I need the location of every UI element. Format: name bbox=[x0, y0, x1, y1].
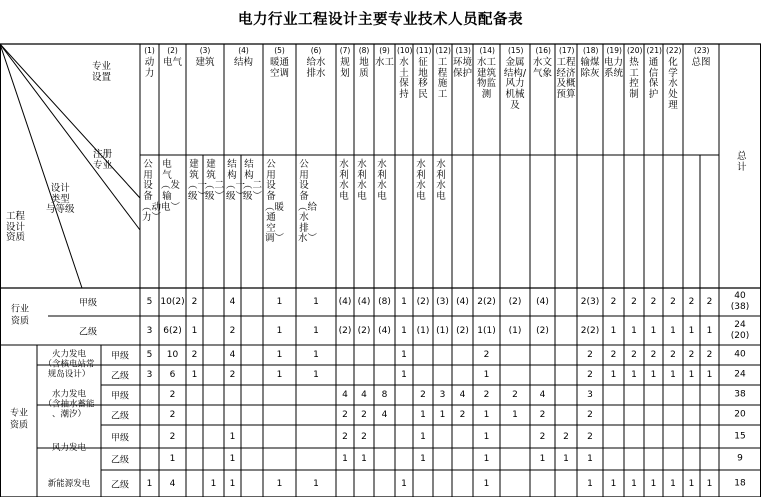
table-cell: 2 bbox=[688, 350, 695, 360]
table-cell: 1 bbox=[539, 454, 546, 464]
table-cell: (4) bbox=[338, 297, 352, 307]
total-header-label: 总计 bbox=[737, 151, 747, 173]
table-cell: 1 bbox=[650, 478, 657, 489]
table-cell: 1 bbox=[401, 297, 407, 307]
table-cell: 1 bbox=[610, 325, 617, 336]
table-cell: 2 bbox=[483, 350, 490, 360]
table-cell: 1 bbox=[439, 410, 446, 420]
table-cell: 1 bbox=[420, 454, 426, 464]
table-cell: 1 bbox=[706, 370, 713, 380]
table-cell: 1 bbox=[631, 370, 637, 380]
row-total: 24 (20) bbox=[730, 319, 750, 341]
table-cell: 1 bbox=[313, 370, 319, 380]
specialty-number: (11) bbox=[416, 46, 432, 55]
row-total: 20 bbox=[734, 409, 746, 420]
table-cell: 1 bbox=[483, 454, 490, 464]
table-cell: 2 bbox=[650, 350, 657, 360]
table-cell: 1 bbox=[191, 370, 198, 380]
specialty-name: 结构 bbox=[233, 57, 253, 68]
special-qualification-label: 专业 资质 bbox=[9, 408, 29, 430]
table-cell: 1 bbox=[670, 325, 676, 336]
table-cell: 1 bbox=[688, 325, 695, 336]
row-total: 15 bbox=[734, 430, 746, 441]
table-cell: 3 bbox=[587, 390, 593, 400]
table-cell: 1 bbox=[146, 478, 153, 489]
table-cell: (2) bbox=[536, 325, 549, 336]
specialty-number: (21) bbox=[646, 46, 662, 55]
table-cell: 1 bbox=[169, 454, 176, 464]
table-cell: 1 bbox=[361, 454, 367, 464]
table-cell: 1 bbox=[688, 370, 695, 380]
registered-specialty: 水利水电 bbox=[357, 159, 367, 202]
table-cell: 1 bbox=[229, 431, 236, 442]
specialty-name: 暖通空调 bbox=[269, 57, 289, 79]
specialty-number: (6) bbox=[310, 46, 322, 55]
specialty-name: 环境保护 bbox=[453, 57, 473, 79]
table-cell: 1 bbox=[631, 478, 637, 489]
table-cell: 1 bbox=[483, 370, 490, 380]
table-cell: 4 bbox=[459, 390, 466, 400]
table-cell: 1 bbox=[313, 325, 319, 336]
table-cell: 2 bbox=[512, 390, 518, 400]
table-cell: 1 bbox=[191, 325, 198, 336]
specialty-number: (7) bbox=[339, 46, 351, 55]
table-cell: 2 bbox=[229, 325, 236, 336]
specialty-number: (4) bbox=[238, 46, 249, 55]
registered-specialty: 电气︵发输电︶ bbox=[161, 159, 181, 213]
specialty-name: 水工建筑物监测 bbox=[476, 57, 496, 100]
table-cell: 1 bbox=[313, 297, 319, 307]
table-cell: 2 bbox=[169, 390, 176, 400]
table-cell: 3 bbox=[439, 390, 446, 400]
table-cell: 2 bbox=[650, 297, 657, 307]
grade-label: 乙级 bbox=[110, 411, 130, 422]
table-cell: 10(2) bbox=[160, 297, 185, 307]
specialty-name: 水土保持 bbox=[399, 57, 409, 100]
table-cell: 2 bbox=[342, 431, 348, 442]
specialty-name: 总图 bbox=[691, 57, 711, 68]
table-cell: 10 bbox=[166, 350, 179, 360]
table-cell: 2(3) bbox=[580, 297, 600, 307]
table-cell: 1 bbox=[276, 370, 283, 380]
row-total: 38 bbox=[734, 389, 746, 400]
table-cell: 8 bbox=[381, 390, 388, 400]
corner-specialty-label: 专业 设置 bbox=[92, 61, 112, 83]
specialty-name: 征地移民 bbox=[418, 57, 428, 100]
table-cell: 2 bbox=[563, 431, 569, 442]
specialty-name: 规划 bbox=[340, 57, 350, 79]
specialty-number: (16) bbox=[535, 46, 551, 55]
row-total: 40 bbox=[734, 349, 746, 360]
table-cell: 2 bbox=[459, 410, 466, 420]
table-cell: 2 bbox=[169, 410, 176, 420]
sub-type-label: 新能源发电 bbox=[47, 478, 91, 489]
grade-label: 甲级 bbox=[110, 433, 130, 443]
specialty-number: (14) bbox=[479, 46, 495, 55]
specialty-name: 化学水处理 bbox=[668, 57, 678, 111]
specialty-name: 水文气象 bbox=[532, 57, 552, 79]
table-cell: (2) bbox=[456, 325, 469, 336]
grade-label: 甲级 bbox=[78, 298, 98, 309]
specialty-name: 动力 bbox=[144, 57, 155, 79]
specialty-name: 给水排水 bbox=[306, 57, 326, 79]
table-cell: 1 bbox=[276, 297, 283, 307]
table-cell: 2 bbox=[631, 297, 637, 307]
specialty-number: (13) bbox=[455, 46, 471, 55]
table-cell: 1 bbox=[670, 370, 676, 380]
specialty-number: (18) bbox=[583, 46, 599, 55]
sub-type-label: 火力发电 （含核电站常 规岛设计） bbox=[43, 349, 95, 381]
specialty-number: (3) bbox=[199, 46, 211, 55]
row-total: 40 (38) bbox=[730, 290, 750, 312]
table-cell: (2) bbox=[508, 297, 522, 307]
table-cell: 1 bbox=[276, 325, 283, 336]
table-cell: 1 bbox=[276, 350, 283, 360]
corner-registered-label: 注册 专业 bbox=[93, 149, 113, 171]
table-cell: 1 bbox=[276, 478, 283, 489]
table-cell: 1 bbox=[229, 454, 236, 464]
sub-type-label: 风力发电 bbox=[51, 442, 87, 453]
specialty-number: (10) bbox=[397, 46, 413, 55]
table-cell: 1(1) bbox=[477, 325, 496, 336]
specialty-name: 金属结构/风力机械及 bbox=[503, 57, 527, 111]
table-cell: 2 bbox=[191, 297, 198, 307]
table-cell: 2 bbox=[587, 350, 593, 360]
table-cell: 2(2) bbox=[477, 297, 496, 307]
specialty-number: (2) bbox=[167, 46, 178, 55]
row-total: 9 bbox=[737, 453, 743, 464]
table-cell: 1 bbox=[313, 478, 319, 489]
table-cell: 1 bbox=[229, 478, 236, 489]
table-cell: 2 bbox=[670, 350, 676, 360]
table-cell: 1 bbox=[342, 454, 348, 464]
specialty-name: 建筑 bbox=[195, 57, 215, 68]
grid-line bbox=[0, 44, 82, 288]
table-cell: 6 bbox=[169, 370, 176, 380]
table-cell: 2 bbox=[587, 410, 593, 420]
registered-specialty: 建筑︵二级︶ bbox=[205, 159, 225, 202]
table-cell: 2 bbox=[361, 410, 367, 420]
industry-qualification-label: 行业 资质 bbox=[10, 304, 30, 326]
registered-specialty: 水利水电 bbox=[436, 159, 446, 202]
table-cell: 1 bbox=[631, 325, 637, 336]
registered-specialty: 公用设备︵给水排水︶ bbox=[298, 159, 318, 245]
table-cell: 2 bbox=[610, 297, 617, 307]
table-cell: 2 bbox=[229, 370, 236, 380]
table-cell: 4 bbox=[229, 297, 236, 307]
specialty-name: 电力系统 bbox=[604, 57, 624, 79]
specialty-name: 水工 bbox=[375, 57, 395, 68]
table-cell: 1 bbox=[563, 454, 569, 464]
table-cell: (8) bbox=[378, 297, 391, 307]
table-cell: (2) bbox=[416, 297, 430, 307]
table-cell: 1 bbox=[401, 350, 407, 360]
specialty-name: 工程施工 bbox=[437, 57, 448, 100]
table-cell: 1 bbox=[650, 370, 657, 380]
table-cell: 1 bbox=[420, 431, 426, 442]
table-cell: (1) bbox=[508, 325, 522, 336]
specialty-number: (15) bbox=[508, 46, 524, 55]
specialty-name: 地质 bbox=[359, 57, 369, 79]
table-cell: 2 bbox=[631, 350, 637, 360]
table-cell: 2 bbox=[539, 431, 546, 442]
row-total: 18 bbox=[734, 477, 746, 488]
table-cell: (4) bbox=[536, 297, 549, 307]
registered-specialty: 公用设备︵动力︶ bbox=[142, 159, 162, 224]
table-cell: 2 bbox=[706, 297, 713, 307]
grade-label: 乙级 bbox=[110, 480, 130, 490]
table-cell: 4 bbox=[539, 390, 546, 400]
table-cell: 1 bbox=[587, 454, 593, 464]
grade-label: 乙级 bbox=[110, 371, 130, 382]
table-cell: (4) bbox=[456, 297, 469, 307]
table-cell: 2 bbox=[688, 297, 695, 307]
table-cell: 2 bbox=[587, 370, 593, 380]
table-cell: (4) bbox=[357, 297, 371, 307]
table-cell: 3 bbox=[146, 325, 153, 336]
table-cell: 2 bbox=[670, 297, 676, 307]
table-cell: 1 bbox=[670, 478, 676, 489]
specialty-number: (22) bbox=[666, 46, 682, 55]
table-cell: 2(2) bbox=[580, 325, 600, 336]
table-cell: 4 bbox=[361, 390, 367, 400]
table-cell: 2 bbox=[361, 431, 367, 442]
table-cell: 2 bbox=[420, 390, 426, 400]
sub-type-label: 水力发电 （含抽水蓄能 、潮汐） bbox=[43, 389, 95, 421]
specialty-number: (1) bbox=[144, 46, 155, 55]
specialty-name: 热工控制 bbox=[629, 57, 639, 100]
specialty-number: (8) bbox=[358, 46, 370, 55]
table-cell: 1 bbox=[610, 478, 617, 489]
specialty-number: (23) bbox=[694, 46, 710, 55]
registered-specialty: 建筑︵一级︶ bbox=[188, 159, 208, 202]
table-cell: 1 bbox=[650, 325, 657, 336]
table-cell: (3) bbox=[436, 297, 449, 307]
specialty-number: (12) bbox=[435, 46, 451, 55]
grade-label: 乙级 bbox=[78, 327, 98, 337]
corner-design-type-label: 设计 类型 与等级 bbox=[46, 183, 75, 216]
table-cell: 4 bbox=[342, 390, 348, 400]
table-cell: 1 bbox=[483, 431, 490, 442]
table-cell: 2 bbox=[342, 410, 348, 420]
table-cell: 2 bbox=[610, 350, 617, 360]
table-cell: 1 bbox=[401, 370, 407, 380]
registered-specialty: 水利水电 bbox=[339, 159, 349, 202]
table-cell: 4 bbox=[381, 410, 388, 420]
table-cell: 1 bbox=[483, 410, 490, 420]
specialty-number: (19) bbox=[606, 46, 622, 55]
table-cell: 1 bbox=[688, 478, 695, 489]
table-cell: 2 bbox=[587, 431, 593, 442]
registered-specialty: 水利水电 bbox=[377, 159, 387, 202]
table-cell: (4) bbox=[378, 325, 391, 336]
specialty-number: (9) bbox=[379, 46, 390, 55]
table-cell: 1 bbox=[401, 325, 407, 336]
registered-specialty: 结构︵二级︶ bbox=[243, 159, 263, 202]
registered-specialty: 公用设备︵暖通空调︶ bbox=[265, 159, 285, 245]
table-cell: 1 bbox=[706, 478, 713, 489]
table-cell: (1) bbox=[436, 325, 449, 336]
specialty-number: (5) bbox=[274, 46, 285, 55]
table-cell: 4 bbox=[229, 350, 236, 360]
specialty-name: 输煤除灰 bbox=[580, 57, 600, 79]
grade-label: 甲级 bbox=[110, 391, 130, 402]
table-cell: 1 bbox=[512, 410, 518, 420]
registered-specialty: 水利水电 bbox=[416, 159, 426, 202]
specialty-number: (17) bbox=[559, 46, 575, 55]
table-cell: 1 bbox=[420, 410, 426, 420]
table-cell: 4 bbox=[169, 478, 176, 489]
table-cell: (2) bbox=[357, 325, 371, 336]
table-cell: 2 bbox=[191, 350, 198, 360]
table-cell: 6(2) bbox=[163, 325, 182, 336]
table-cell: 1 bbox=[210, 478, 217, 489]
specialty-number: (20) bbox=[627, 46, 643, 55]
grade-label: 乙级 bbox=[110, 455, 130, 466]
table-cell: (2) bbox=[338, 325, 352, 336]
table-cell: 2 bbox=[483, 390, 490, 400]
table-cell: 5 bbox=[146, 350, 153, 360]
table-cell: 1 bbox=[401, 478, 407, 489]
page-title: 电力行业工程设计主要专业技术人员配备表 bbox=[238, 12, 523, 28]
table-cell: 2 bbox=[706, 350, 713, 360]
specialty-name: 通信保护 bbox=[648, 57, 659, 100]
registered-specialty: 结构︵一级︶ bbox=[226, 159, 246, 202]
specialty-name: 工程经济及概预算 bbox=[556, 57, 576, 100]
grid-line bbox=[0, 44, 140, 198]
table-cell: 1 bbox=[483, 478, 490, 489]
table-cell: 1 bbox=[610, 370, 617, 380]
table-cell: 5 bbox=[146, 297, 153, 307]
table-cell: 1 bbox=[587, 478, 593, 489]
grade-label: 甲级 bbox=[110, 351, 130, 362]
corner-qualification-label: 工程 设计 资质 bbox=[6, 211, 26, 244]
specialty-name: 电气 bbox=[162, 57, 182, 68]
row-total: 24 bbox=[734, 369, 746, 380]
table-cell: 2 bbox=[539, 410, 546, 420]
table-cell: 1 bbox=[706, 325, 713, 336]
table-cell: (1) bbox=[416, 325, 430, 336]
table-cell: 1 bbox=[313, 350, 319, 360]
table-cell: 3 bbox=[146, 370, 153, 380]
table-cell: 2 bbox=[169, 431, 176, 442]
